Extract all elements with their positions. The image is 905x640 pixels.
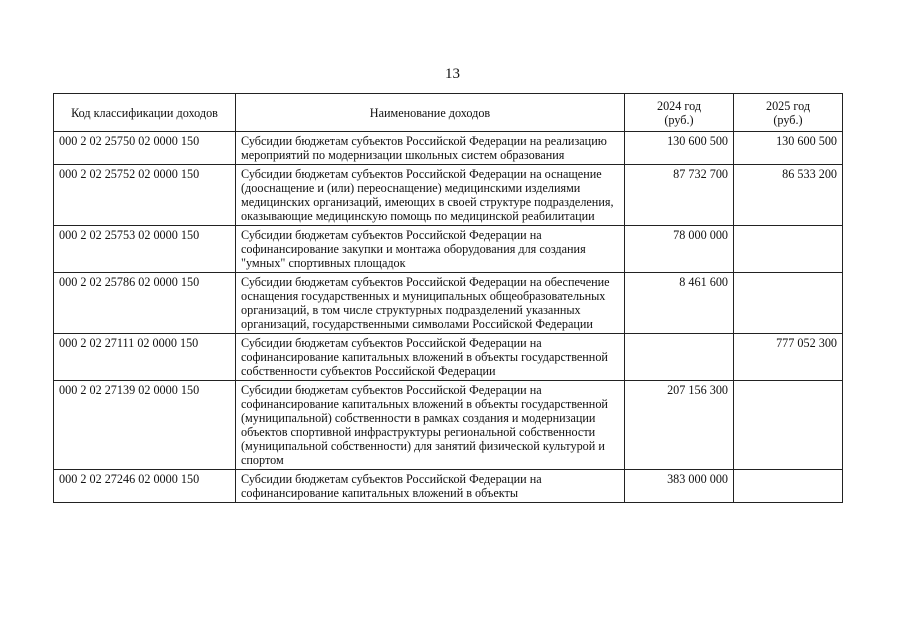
row-amount-2025 bbox=[734, 470, 843, 503]
row-amount-2024: 207 156 300 bbox=[625, 381, 734, 470]
row-amount-2024: 383 000 000 bbox=[625, 470, 734, 503]
table-row bbox=[54, 273, 843, 334]
header-2024: 2024 год (руб.) bbox=[625, 94, 734, 132]
row-amount-2025: 777 052 300 bbox=[734, 334, 843, 381]
row-name: Субсидии бюджетам субъектов Российской Федерации на реализацию мероприятий по модернизации школьных систем образования bbox=[236, 132, 625, 165]
row-amount-2024: 87 732 700 bbox=[625, 165, 734, 226]
table-header-row bbox=[54, 94, 843, 132]
row-amount-2025 bbox=[734, 273, 843, 334]
row-code: 000 2 02 25753 02 0000 150 bbox=[54, 226, 236, 273]
page-number: 13 bbox=[445, 66, 460, 82]
row-name: Субсидии бюджетам субъектов Российской Федерации на обеспечение оснащения государственных и муниципальных общеобразовательных организаций, в том числе структурных подразделений указанных организаций, государственными символами Российской Федерации bbox=[236, 273, 625, 334]
row-amount-2025: 86 533 200 bbox=[734, 165, 843, 226]
row-amount-2024: 8 461 600 bbox=[625, 273, 734, 334]
table-row bbox=[54, 132, 843, 165]
table-row bbox=[54, 470, 843, 503]
row-name: Субсидии бюджетам субъектов Российской Федерации на софинансирование капитальных вложений в объекты государственной собственности субъектов Российской Федерации bbox=[236, 334, 625, 381]
row-amount-2024: 130 600 500 bbox=[625, 132, 734, 165]
table-row bbox=[54, 226, 843, 273]
row-amount-2025 bbox=[734, 226, 843, 273]
row-name: Субсидии бюджетам субъектов Российской Федерации на оснащение (дооснащение и (или) переоснащение) медицинскими изделиями медицинских организаций, имеющих в своей структуре подразделения, оказывающие медицинскую помощь по медицинской реабилитации bbox=[236, 165, 625, 226]
row-code: 000 2 02 27139 02 0000 150 bbox=[54, 381, 236, 470]
header-2025: 2025 год (руб.) bbox=[734, 94, 843, 132]
table-row bbox=[54, 334, 843, 381]
row-amount-2025: 130 600 500 bbox=[734, 132, 843, 165]
row-code: 000 2 02 27246 02 0000 150 bbox=[54, 470, 236, 503]
row-amount-2024: 78 000 000 bbox=[625, 226, 734, 273]
table-row bbox=[54, 165, 843, 226]
row-name: Субсидии бюджетам субъектов Российской Федерации на софинансирование капитальных вложений в объекты bbox=[236, 470, 625, 503]
row-code: 000 2 02 27111 02 0000 150 bbox=[54, 334, 236, 381]
table-row bbox=[54, 381, 843, 470]
header-name: Наименование доходов bbox=[236, 94, 625, 132]
row-amount-2024 bbox=[625, 334, 734, 381]
row-code: 000 2 02 25786 02 0000 150 bbox=[54, 273, 236, 334]
row-code: 000 2 02 25752 02 0000 150 bbox=[54, 165, 236, 226]
row-name: Субсидии бюджетам субъектов Российской Федерации на софинансирование закупки и монтажа оборудования для создания "умных" спортивных площадок bbox=[236, 226, 625, 273]
header-code: Код классификации доходов bbox=[54, 94, 236, 132]
row-name: Субсидии бюджетам субъектов Российской Федерации на софинансирование капитальных вложений в объекты государственной (муниципальной) собственности в рамках создания и модернизации объектов спортивной инфраструктуры региональной собственности (муниципальной собственности) для занятий физической культурой и спортом bbox=[236, 381, 625, 470]
row-code: 000 2 02 25750 02 0000 150 bbox=[54, 132, 236, 165]
row-amount-2025 bbox=[734, 381, 843, 470]
revenue-table bbox=[53, 93, 843, 503]
